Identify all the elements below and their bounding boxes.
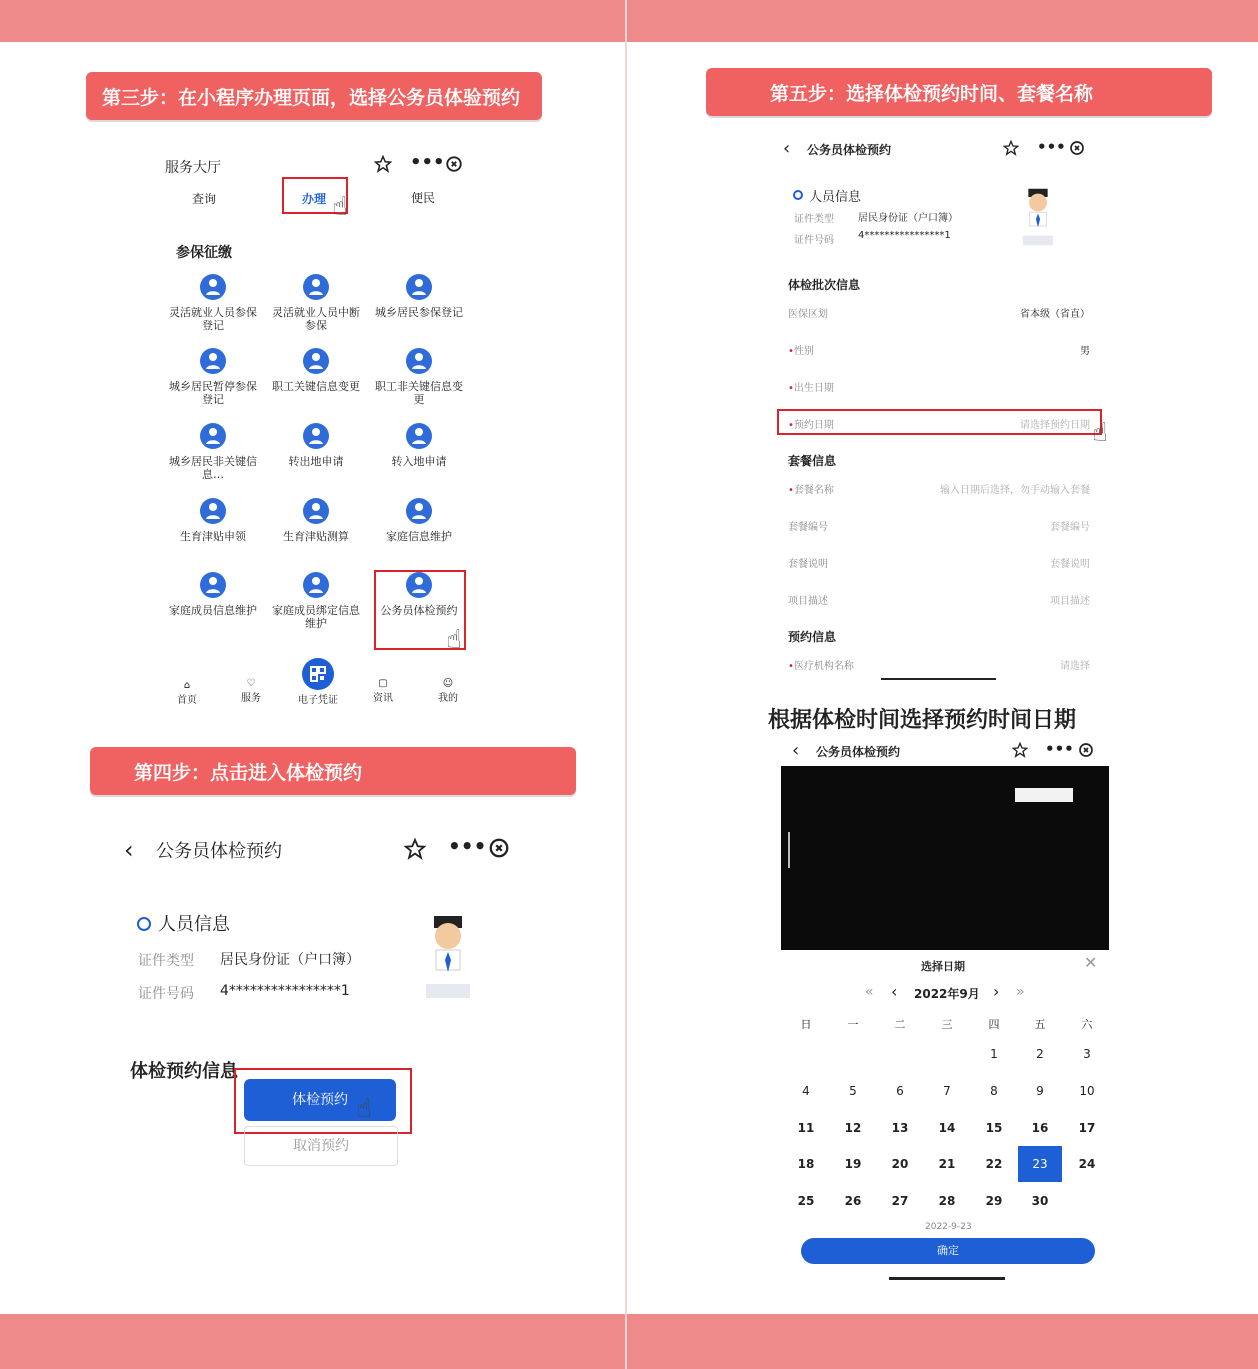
person-info-heading: 人员信息 — [158, 914, 230, 935]
service-tile-label: 城乡居民暂停参保登记 — [169, 380, 257, 406]
nav-home-label: 首页 — [177, 695, 197, 706]
section-insurance: 参保征缴 — [176, 245, 232, 261]
form-field-label: 套餐编号 — [788, 522, 828, 533]
service-tile-label: 家庭信息维护 — [386, 530, 452, 543]
calendar-day[interactable]: 12 — [844, 1121, 862, 1135]
caption: 根据体检时间选择预约时间日期 — [768, 708, 1077, 733]
calendar-day[interactable]: 10 — [1079, 1084, 1095, 1098]
calendar-day[interactable]: 4 — [802, 1084, 810, 1098]
back-icon[interactable]: ‹ — [792, 740, 800, 761]
family-icon — [404, 496, 434, 526]
required-mark: • — [788, 346, 794, 357]
close-circle-icon[interactable] — [488, 837, 510, 859]
next-year-icon[interactable]: » — [1016, 984, 1025, 1000]
service-tile[interactable] — [374, 421, 464, 468]
weekday-header: 五 — [1034, 1018, 1046, 1031]
calendar-day[interactable]: 27 — [891, 1194, 909, 1208]
book-exam-button[interactable]: 体检预约 — [244, 1079, 396, 1121]
more-icon[interactable]: ••• — [1037, 138, 1066, 156]
batch-info-heading: 体检批次信息 — [788, 278, 861, 292]
nav-e-voucher[interactable] — [293, 691, 343, 706]
id-number-value: 4****************1 — [220, 983, 350, 999]
calendar-day[interactable]: 14 — [938, 1121, 956, 1135]
id-type-label: 证件类型 — [138, 953, 194, 969]
dimmed-overlay[interactable] — [781, 766, 1109, 950]
prev-year-icon[interactable]: « — [865, 984, 874, 1000]
top-band — [0, 0, 1258, 42]
required-mark: • — [788, 383, 794, 394]
calendar-day[interactable]: 28 — [938, 1194, 956, 1208]
calculator-icon — [301, 496, 331, 526]
calendar-day[interactable]: 18 — [797, 1157, 815, 1171]
highlight-appointment-date — [777, 409, 1102, 435]
more-icon[interactable]: ••• — [448, 834, 487, 858]
service-tile[interactable] — [168, 346, 258, 406]
service-tile-label: 城乡居民非关键信息… — [169, 455, 257, 481]
weekday-header: 一 — [847, 1018, 859, 1031]
form-field-label: 套餐说明 — [788, 559, 828, 570]
service-tile[interactable] — [271, 272, 361, 332]
nav-news[interactable] — [358, 678, 408, 704]
user-edit-icon — [404, 272, 434, 302]
user-edit-icon — [198, 272, 228, 302]
calendar-day[interactable]: 30 — [1031, 1194, 1049, 1208]
calendar-day[interactable]: 29 — [985, 1194, 1003, 1208]
calendar-day[interactable]: 22 — [985, 1157, 1003, 1171]
id-card-icon — [301, 346, 331, 376]
form-field-value: 套餐说明 — [1050, 559, 1090, 570]
avatar — [1010, 186, 1066, 248]
required-mark: • — [788, 661, 794, 672]
tab-query[interactable]: 查询 — [192, 192, 217, 206]
tab-handle[interactable]: 办理 — [302, 192, 327, 206]
month-label: 2022年9月 — [914, 987, 980, 1001]
form-field-value: 请选择预约日期 — [1020, 420, 1090, 431]
overlay-highlight — [1015, 788, 1073, 802]
service-tile[interactable] — [271, 496, 361, 543]
appointment-info-heading: 预约信息 — [788, 630, 837, 644]
link-icon — [198, 346, 228, 376]
form-field-value: 输入日期后选择，勿手动输入套餐 — [940, 485, 1090, 496]
step5-banner: 第五步：选择体检预约时间、套餐名称 — [706, 68, 1212, 116]
family-icon — [301, 570, 331, 600]
form-field[interactable] — [780, 379, 1090, 399]
form-field[interactable] — [780, 342, 1090, 362]
link-icon — [301, 272, 331, 302]
form-field-value: 男 — [1080, 346, 1090, 357]
nav-service[interactable] — [226, 678, 276, 704]
service-tile-label: 家庭成员绑定信息维护 — [272, 604, 360, 630]
overlay-edge — [788, 832, 790, 868]
nav-mine-label: 我的 — [438, 693, 458, 704]
service-tile[interactable] — [374, 272, 464, 319]
nav-e-voucher-label: 电子凭证 — [298, 695, 338, 706]
weekday-header: 六 — [1081, 1018, 1093, 1031]
form-field-value: 请选择 — [1060, 661, 1090, 672]
calendar-day[interactable]: 17 — [1078, 1121, 1096, 1135]
calendar-day[interactable]: 21 — [938, 1157, 956, 1171]
back-icon[interactable]: ‹ — [124, 836, 134, 864]
pointer-hand-icon: ☝ — [446, 625, 462, 655]
service-tile-label: 职工非关键信息变更 — [375, 380, 463, 406]
form-field[interactable] — [780, 305, 1090, 325]
nav-mine[interactable] — [423, 678, 473, 704]
booking-info-heading: 体检预约信息 — [130, 1061, 238, 1082]
section-dot-icon — [793, 190, 803, 200]
weekday-header: 日 — [800, 1018, 812, 1031]
tab-convenience[interactable]: 便民 — [411, 191, 436, 205]
nav-service-label: 服务 — [241, 693, 261, 704]
service-tile-label: 转出地申请 — [288, 455, 344, 468]
calendar-day[interactable]: 11 — [797, 1121, 815, 1135]
page-fold — [625, 0, 627, 1369]
service-tile-label: 转入地申请 — [391, 455, 447, 468]
calendar-day[interactable]: 1 — [990, 1047, 998, 1061]
form-field-value: 省本级（省直） — [1020, 309, 1090, 320]
star-icon[interactable] — [1012, 742, 1028, 758]
picker-title: 选择日期 — [921, 960, 965, 973]
form-field-label: •预约日期 — [788, 420, 834, 431]
id-number-value: 4****************1 — [858, 230, 951, 241]
form-field-label: •出生日期 — [788, 383, 834, 394]
back-icon[interactable]: ‹ — [783, 138, 791, 159]
calendar-day[interactable]: 26 — [844, 1194, 862, 1208]
confirm-button[interactable]: 确定 — [801, 1238, 1095, 1264]
service-tile[interactable] — [271, 346, 361, 393]
service-tile-label: 灵活就业人员参保登记 — [169, 306, 257, 332]
section-dot-icon — [137, 917, 151, 931]
calendar-day[interactable]: 6 — [896, 1084, 904, 1098]
id-number-label: 证件号码 — [794, 235, 834, 246]
highlight-book-button — [234, 1068, 412, 1134]
weekday-header: 四 — [988, 1018, 1000, 1031]
service-tile-label: 职工关键信息变更 — [272, 380, 360, 393]
service-tile-label: 家庭成员信息维护 — [169, 604, 257, 617]
form-field-label: •性别 — [788, 346, 814, 357]
star-icon[interactable] — [1003, 140, 1019, 156]
close-circle-icon[interactable] — [445, 155, 463, 173]
page-title: 公务员体检预约 — [156, 841, 282, 862]
calendar-day[interactable]: 16 — [1031, 1121, 1049, 1135]
service-tile-label: 城乡居民参保登记 — [375, 306, 463, 319]
form-field[interactable] — [780, 481, 1090, 501]
form-field-label: •医疗机构名称 — [788, 661, 854, 672]
form-field-label: 项目描述 — [788, 596, 828, 607]
pointer-hand-icon: ☝ — [332, 192, 348, 222]
calendar-day[interactable]: 2 — [1036, 1047, 1044, 1061]
person-info-heading: 人员信息 — [809, 190, 862, 205]
calendar-day-selected[interactable]: 23 — [1018, 1146, 1062, 1182]
home-icon: ⌂ — [183, 680, 191, 691]
service-tile[interactable] — [168, 570, 258, 617]
user-icon — [404, 346, 434, 376]
close-circle-icon[interactable] — [1069, 140, 1085, 156]
calendar-day[interactable]: 13 — [891, 1121, 909, 1135]
prev-month-icon[interactable]: ‹ — [891, 982, 898, 1001]
more-icon[interactable]: ••• — [1045, 740, 1074, 758]
id-type-value: 居民身份证（户口簿） — [858, 213, 958, 224]
form-field-label: •套餐名称 — [788, 485, 834, 496]
service-tile-label: 公务员体检预约 — [380, 604, 458, 617]
form-field[interactable] — [780, 518, 1090, 538]
star-icon[interactable] — [404, 838, 426, 860]
id-number-label: 证件号码 — [138, 986, 194, 1002]
star-icon[interactable] — [374, 155, 392, 173]
package-info-heading: 套餐信息 — [788, 454, 837, 468]
transfer-in-icon — [404, 421, 434, 451]
service-tile[interactable] — [168, 272, 258, 332]
cancel-booking-button[interactable]: 取消预约 — [244, 1126, 398, 1166]
step4-banner: 第四步：点击进入体检预约 — [90, 747, 576, 795]
home-indicator — [889, 1277, 1005, 1280]
money-bag-icon — [198, 496, 228, 526]
weekday-header: 三 — [941, 1018, 953, 1031]
page-title: 公务员体检预约 — [807, 143, 892, 157]
form-field-value: 项目描述 — [1050, 596, 1090, 607]
step3-banner: 第三步：在小程序办理页面，选择公务员体验预约 — [86, 72, 542, 120]
service-tile-label: 灵活就业人员中断参保 — [272, 306, 360, 332]
selected-date-text: 2022-9-23 — [925, 1222, 972, 1232]
service-tile[interactable] — [168, 496, 258, 543]
calendar-day[interactable]: 8 — [990, 1084, 998, 1098]
pointer-hand-icon: ☝ — [1092, 418, 1108, 448]
news-icon: ▢ — [378, 678, 388, 689]
service-tile[interactable] — [271, 570, 361, 630]
service-tile[interactable] — [374, 496, 464, 543]
form-field[interactable] — [780, 592, 1090, 612]
more-icon[interactable]: ••• — [410, 152, 445, 173]
next-month-icon[interactable]: › — [993, 982, 1000, 1001]
service-tile-label: 生育津贴申领 — [180, 530, 246, 543]
user-icon: ☺ — [442, 678, 454, 689]
group-icon — [198, 421, 228, 451]
required-mark: • — [788, 485, 794, 496]
form-field[interactable] — [780, 555, 1090, 575]
calendar-day[interactable]: 9 — [1036, 1084, 1044, 1098]
id-type-value: 居民身份证（户口簿） — [220, 952, 360, 968]
close-circle-icon[interactable] — [1078, 742, 1094, 758]
calendar-day[interactable]: 20 — [891, 1157, 909, 1171]
calendar-day[interactable]: 15 — [985, 1121, 1003, 1135]
calendar-day[interactable]: 5 — [849, 1084, 857, 1098]
calendar-day[interactable]: 7 — [943, 1084, 951, 1098]
family-icon — [198, 570, 228, 600]
service-tile[interactable] — [271, 421, 361, 468]
service-tile-label: 生育津贴测算 — [283, 530, 349, 543]
transfer-out-icon — [301, 421, 331, 451]
id-type-label: 证件类型 — [794, 214, 834, 225]
service-tile[interactable] — [168, 421, 258, 481]
required-mark: • — [788, 420, 794, 431]
calendar-day[interactable]: 3 — [1083, 1047, 1091, 1061]
heart-icon: ♡ — [246, 678, 256, 689]
service-hall-title: 服务大厅 — [165, 160, 221, 176]
calendar-day[interactable]: 25 — [797, 1194, 815, 1208]
nav-news-label: 资讯 — [373, 693, 393, 704]
calendar-day[interactable]: 19 — [844, 1157, 862, 1171]
nav-home[interactable] — [162, 680, 212, 706]
service-tile[interactable] — [374, 346, 464, 406]
weekday-header: 二 — [894, 1018, 906, 1031]
bottom-band — [0, 1314, 1258, 1369]
calendar-day[interactable]: 24 — [1078, 1157, 1096, 1171]
form-field[interactable] — [780, 657, 1090, 677]
form-field-value: 套餐编号 — [1050, 522, 1090, 533]
picker-close-icon[interactable]: ✕ — [1084, 953, 1098, 972]
qr-code-icon[interactable] — [302, 658, 334, 690]
pointer-hand-icon: ☝ — [356, 1094, 372, 1124]
avatar — [420, 912, 476, 1002]
page-title: 公务员体检预约 — [816, 745, 901, 759]
form-field-label: 医保区划 — [788, 309, 828, 320]
home-indicator — [881, 678, 996, 680]
